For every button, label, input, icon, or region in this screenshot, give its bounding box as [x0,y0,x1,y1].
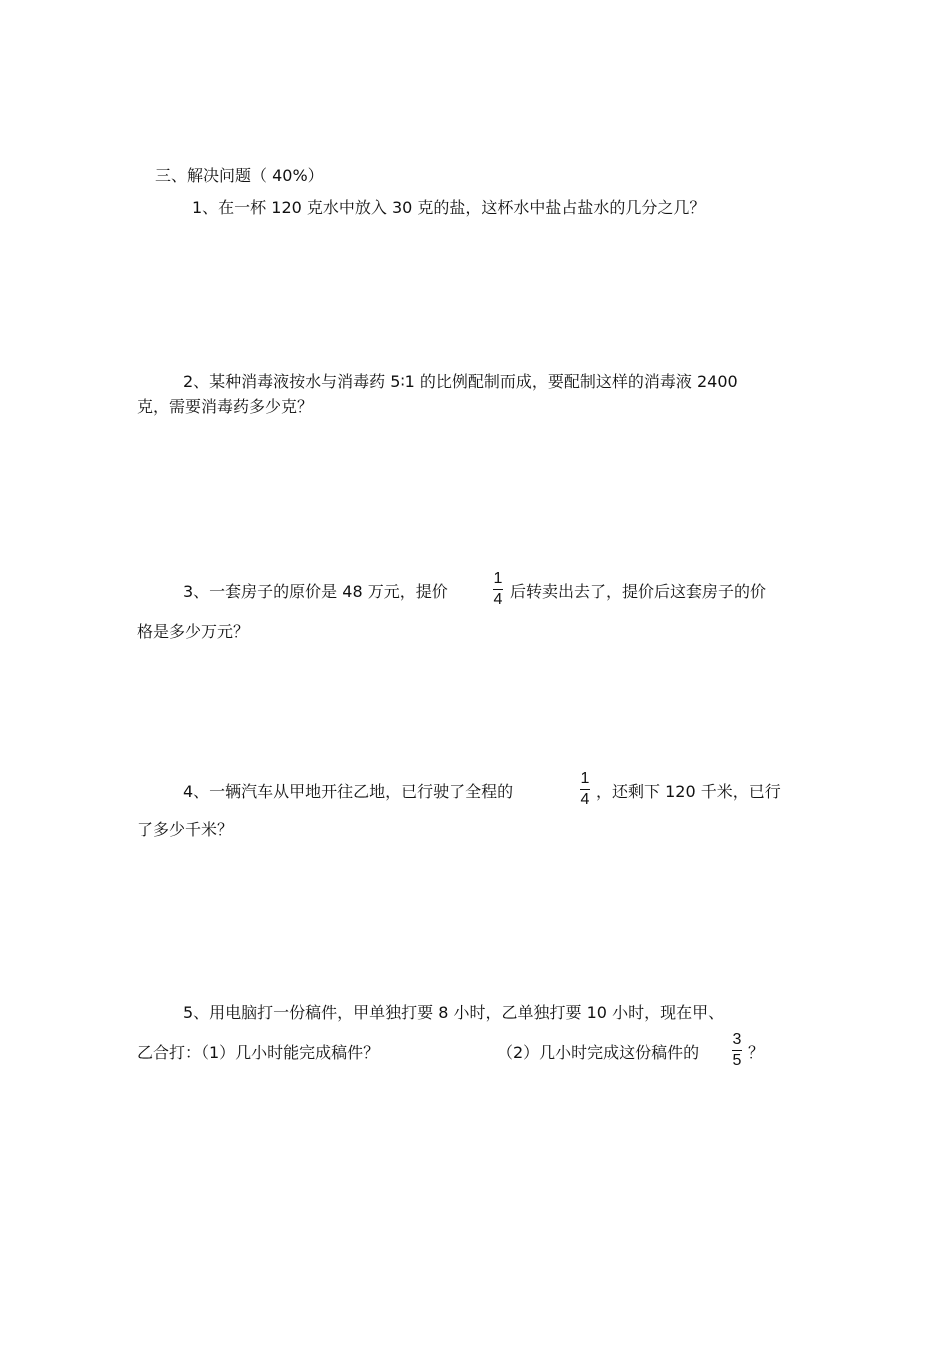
fraction-bar [580,789,590,790]
question-3-line-1-end: 后转卖出去了，提价后这套房子的价 [510,582,767,601]
question-4-line-1-end: ，还剩下 120 千米，已行 [596,782,781,801]
question-5-fraction [732,1031,742,1070]
question-5-line-1: 5、用电脑打一份稿件，甲单独打要 8 小时，乙单独打要 10 小时，现在甲、 [183,1003,725,1022]
fraction-numerator: 3 [732,1031,742,1048]
question-5-part-2-end: ？ [748,1043,765,1062]
fraction-bar [493,589,503,590]
section-title: 三、解决问题（ 40%） [155,166,324,185]
question-1-line-1: 1、在一杯 120 克水中放入 30 克的盐，这杯水中盐占盐水的几分之几？ [192,198,706,217]
question-3-line-2: 格是多少万元？ [137,622,250,641]
question-4-line-1-start: 4、一辆汽车从甲地开往乙地，已行驶了全程的 [183,782,514,801]
question-4-line-2: 了多少千米？ [137,820,234,839]
question-5-part-1: 乙合打：（1）几小时能完成稿件？ [137,1043,380,1062]
fraction-denominator: 5 [732,1052,742,1069]
fraction-bar [732,1050,742,1051]
question-4-fraction [580,770,590,809]
question-2-line-1: 2、某种消毒液按水与消毒药 5∶1 的比例配制而成，要配制这样的消毒液 2400 [183,372,738,391]
fraction-numerator: 1 [493,570,503,587]
fraction-numerator: 1 [580,770,590,787]
fraction-denominator: 4 [580,791,590,808]
question-5-part-2: （2）几小时完成这份稿件的 [497,1043,700,1062]
question-3-line-1-start: 3、一套房子的原价是 48 万元，提价 [183,582,448,601]
question-2-line-2: 克，需要消毒药多少克？ [137,397,314,416]
question-3-fraction [493,570,503,609]
fraction-denominator: 4 [493,591,503,608]
